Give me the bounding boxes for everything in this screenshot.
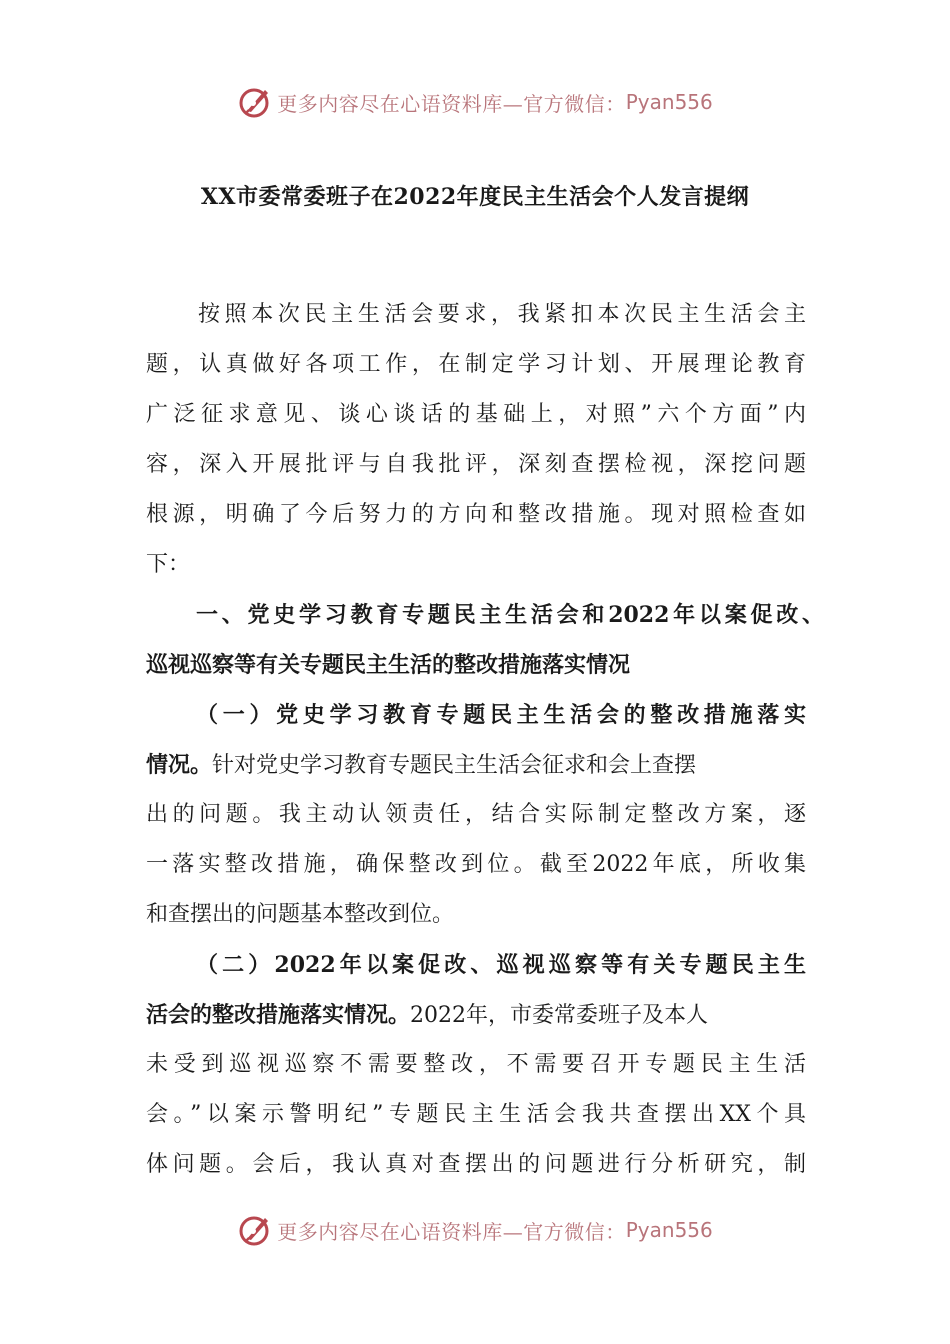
quill-logo-icon bbox=[237, 84, 273, 120]
document-title: XX市委常委班子在2022年度民主生活会个人发言提纲 bbox=[200, 184, 750, 210]
banner-wechat-id: Pyan556 bbox=[625, 90, 713, 114]
banner-wechat-id: Pyan556 bbox=[625, 1218, 713, 1242]
section-heading-1-cont: 巡视巡察等有关专题民主生活的整改措施落实情况 bbox=[146, 652, 631, 678]
header-watermark-banner bbox=[0, 82, 950, 122]
subsection-2-line bbox=[146, 1000, 806, 1030]
paragraph-line: 题，认真做好各项工作，在制定学习计划、开展理论教育 bbox=[146, 352, 806, 377]
footer-watermark-banner bbox=[0, 1210, 950, 1250]
paragraph-line: 一落实整改措施，确保整改到位。截至2022年底，所收集 bbox=[146, 852, 806, 877]
banner-text: 更多内容尽在心语资料库—官方微信： bbox=[277, 91, 626, 116]
subsection-heading-2: （二）2022年以案促改、巡视巡察等有关专题民主生 bbox=[196, 952, 806, 978]
paragraph-line: 体问题。会后，我认真对查摆出的问题进行分析研究，制 bbox=[146, 1152, 806, 1177]
paragraph-text: 针对党史学习教育专题民主生活会征求和会上查摆 bbox=[212, 753, 697, 778]
paragraph-line: 根源，明确了今后努力的方向和整改措施。现对照检查如 bbox=[146, 502, 806, 527]
subsection-heading-1-cont: 情况。 bbox=[146, 752, 213, 778]
paragraph-line: 广泛征求意见、谈心谈话的基础上，对照”六个方面”内 bbox=[146, 402, 806, 427]
paragraph-line: 容，深入开展批评与自我批评，深刻查摆检视，深挖问题 bbox=[146, 452, 806, 477]
section-heading-1: 一、党史学习教育专题民主生活会和2022年以案促改、 bbox=[196, 602, 824, 628]
paragraph-line: 下： bbox=[146, 552, 191, 577]
paragraph-line: 和查摆出的问题基本整改到位。 bbox=[146, 902, 455, 927]
paragraph-text: 2022年，市委常委班子及本人 bbox=[410, 1003, 709, 1028]
banner-text: 更多内容尽在心语资料库—官方微信： bbox=[277, 1219, 626, 1244]
subsection-heading-1: （一）党史学习教育专题民主生活会的整改措施落实 bbox=[196, 702, 806, 728]
subsection-heading-2-cont: 活会的整改措施落实情况。 bbox=[146, 1002, 411, 1028]
paragraph-line: 按照本次民主生活会要求，我紧扣本次民主生活会主 bbox=[198, 302, 806, 327]
paragraph-line: 会。”以案示警明纪”专题民主生活会我共查摆出XX个具 bbox=[146, 1102, 806, 1127]
paragraph-line: 出的问题。我主动认领责任，结合实际制定整改方案，逐 bbox=[146, 802, 806, 827]
subsection-1-line bbox=[146, 750, 806, 780]
quill-logo-icon bbox=[237, 1212, 273, 1248]
paragraph-line: 未受到巡视巡察不需要整改，不需要召开专题民主生活 bbox=[146, 1052, 806, 1077]
